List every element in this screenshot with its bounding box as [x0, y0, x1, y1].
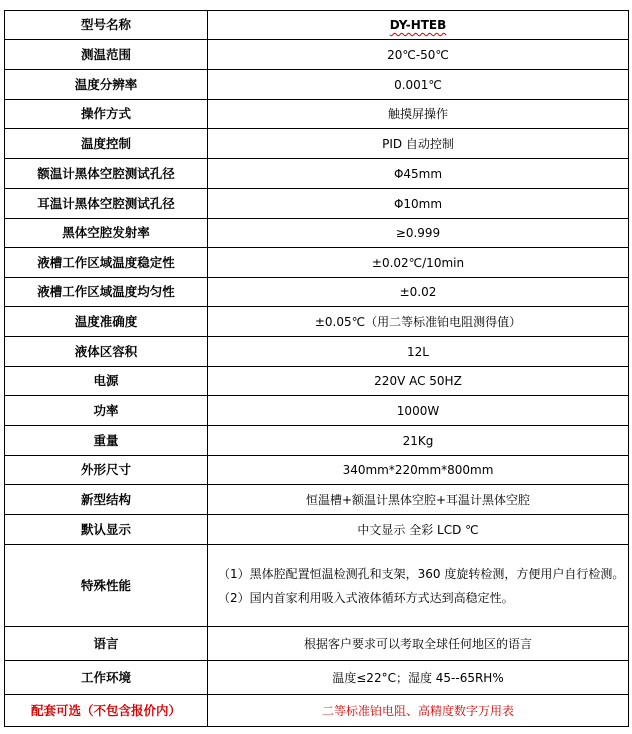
table-row: [5, 70, 629, 100]
row-label: 配套可选（不包含报价内）: [5, 695, 208, 727]
special-feature-line: （2）国内首家利用吸入式液体循环方式达到高稳定性。: [218, 590, 514, 605]
row-value: 12L: [208, 337, 629, 367]
table-row: [5, 189, 629, 219]
row-label: 默认显示: [5, 515, 208, 545]
row-label: 外形尺寸: [5, 456, 208, 485]
table-row: [5, 456, 629, 485]
row-label: 测温范围: [5, 40, 208, 70]
table-row: [5, 278, 629, 307]
row-value: 中文显示 全彩 LCD ℃: [208, 515, 629, 545]
table-row: [5, 159, 629, 189]
row-label: 温度分辨率: [5, 70, 208, 100]
row-value: 二等标准铂电阻、高精度数字万用表: [208, 695, 629, 727]
row-label: 语言: [5, 627, 208, 661]
row-label: 特殊性能: [5, 545, 208, 627]
table-row: [5, 515, 629, 545]
table-row: [5, 695, 629, 727]
table-row: [5, 129, 629, 159]
row-value: 21Kg: [208, 426, 629, 456]
row-value: 温度≤22°C；湿度 45--65RH%: [208, 661, 629, 695]
table-row: [5, 545, 629, 627]
table-row: [5, 426, 629, 456]
row-value: [208, 11, 629, 40]
table-row: [5, 100, 629, 129]
row-value: ±0.02: [208, 278, 629, 307]
row-label: 电源: [5, 367, 208, 396]
row-label: 液体区容积: [5, 337, 208, 367]
row-value: PID 自动控制: [208, 129, 629, 159]
row-value: 根据客户要求可以考取全球任何地区的语言: [208, 627, 629, 661]
model-name: DY-HTEB: [389, 18, 447, 32]
row-label: 型号名称: [5, 11, 208, 40]
table-row: [5, 11, 629, 40]
table-row: [5, 307, 629, 337]
table-row: [5, 485, 629, 515]
row-label: 黑体空腔发射率: [5, 219, 208, 248]
row-value: ≥0.999: [208, 219, 629, 248]
row-label: 温度控制: [5, 129, 208, 159]
row-label: 操作方式: [5, 100, 208, 129]
row-value: 340mm*220mm*800mm: [208, 456, 629, 485]
row-label: 新型结构: [5, 485, 208, 515]
table-row: [5, 248, 629, 278]
row-value: [208, 545, 629, 627]
row-label: 温度准确度: [5, 307, 208, 337]
row-value: 1000W: [208, 396, 629, 426]
table-row: [5, 337, 629, 367]
special-feature-line: （1）黑体腔配置恒温检测孔和支架，360 度旋转检测，方便用户自行检测。: [218, 566, 625, 581]
row-value: ±0.05℃（用二等标准铂电阻测得值）: [208, 307, 629, 337]
table-row: [5, 627, 629, 661]
table-row: [5, 367, 629, 396]
row-value: Φ10mm: [208, 189, 629, 219]
row-value: 20℃-50℃: [208, 40, 629, 70]
row-label: 工作环境: [5, 661, 208, 695]
row-value: 0.001℃: [208, 70, 629, 100]
row-label: 重量: [5, 426, 208, 456]
table-row: [5, 661, 629, 695]
row-value: 触摸屏操作: [208, 100, 629, 129]
row-value: 恒温槽+额温计黑体空腔+耳温计黑体空腔: [208, 485, 629, 515]
row-label: 额温计黑体空腔测试孔径: [5, 159, 208, 189]
table-row: [5, 40, 629, 70]
row-value: Φ45mm: [208, 159, 629, 189]
row-value: ±0.02℃/10min: [208, 248, 629, 278]
row-label: 功率: [5, 396, 208, 426]
row-value: 220V AC 50HZ: [208, 367, 629, 396]
row-label: 液槽工作区域温度均匀性: [5, 278, 208, 307]
table-row: [5, 396, 629, 426]
row-label: 液槽工作区域温度稳定性: [5, 248, 208, 278]
spec-table: [4, 10, 629, 727]
row-label: 耳温计黑体空腔测试孔径: [5, 189, 208, 219]
table-row: [5, 219, 629, 248]
